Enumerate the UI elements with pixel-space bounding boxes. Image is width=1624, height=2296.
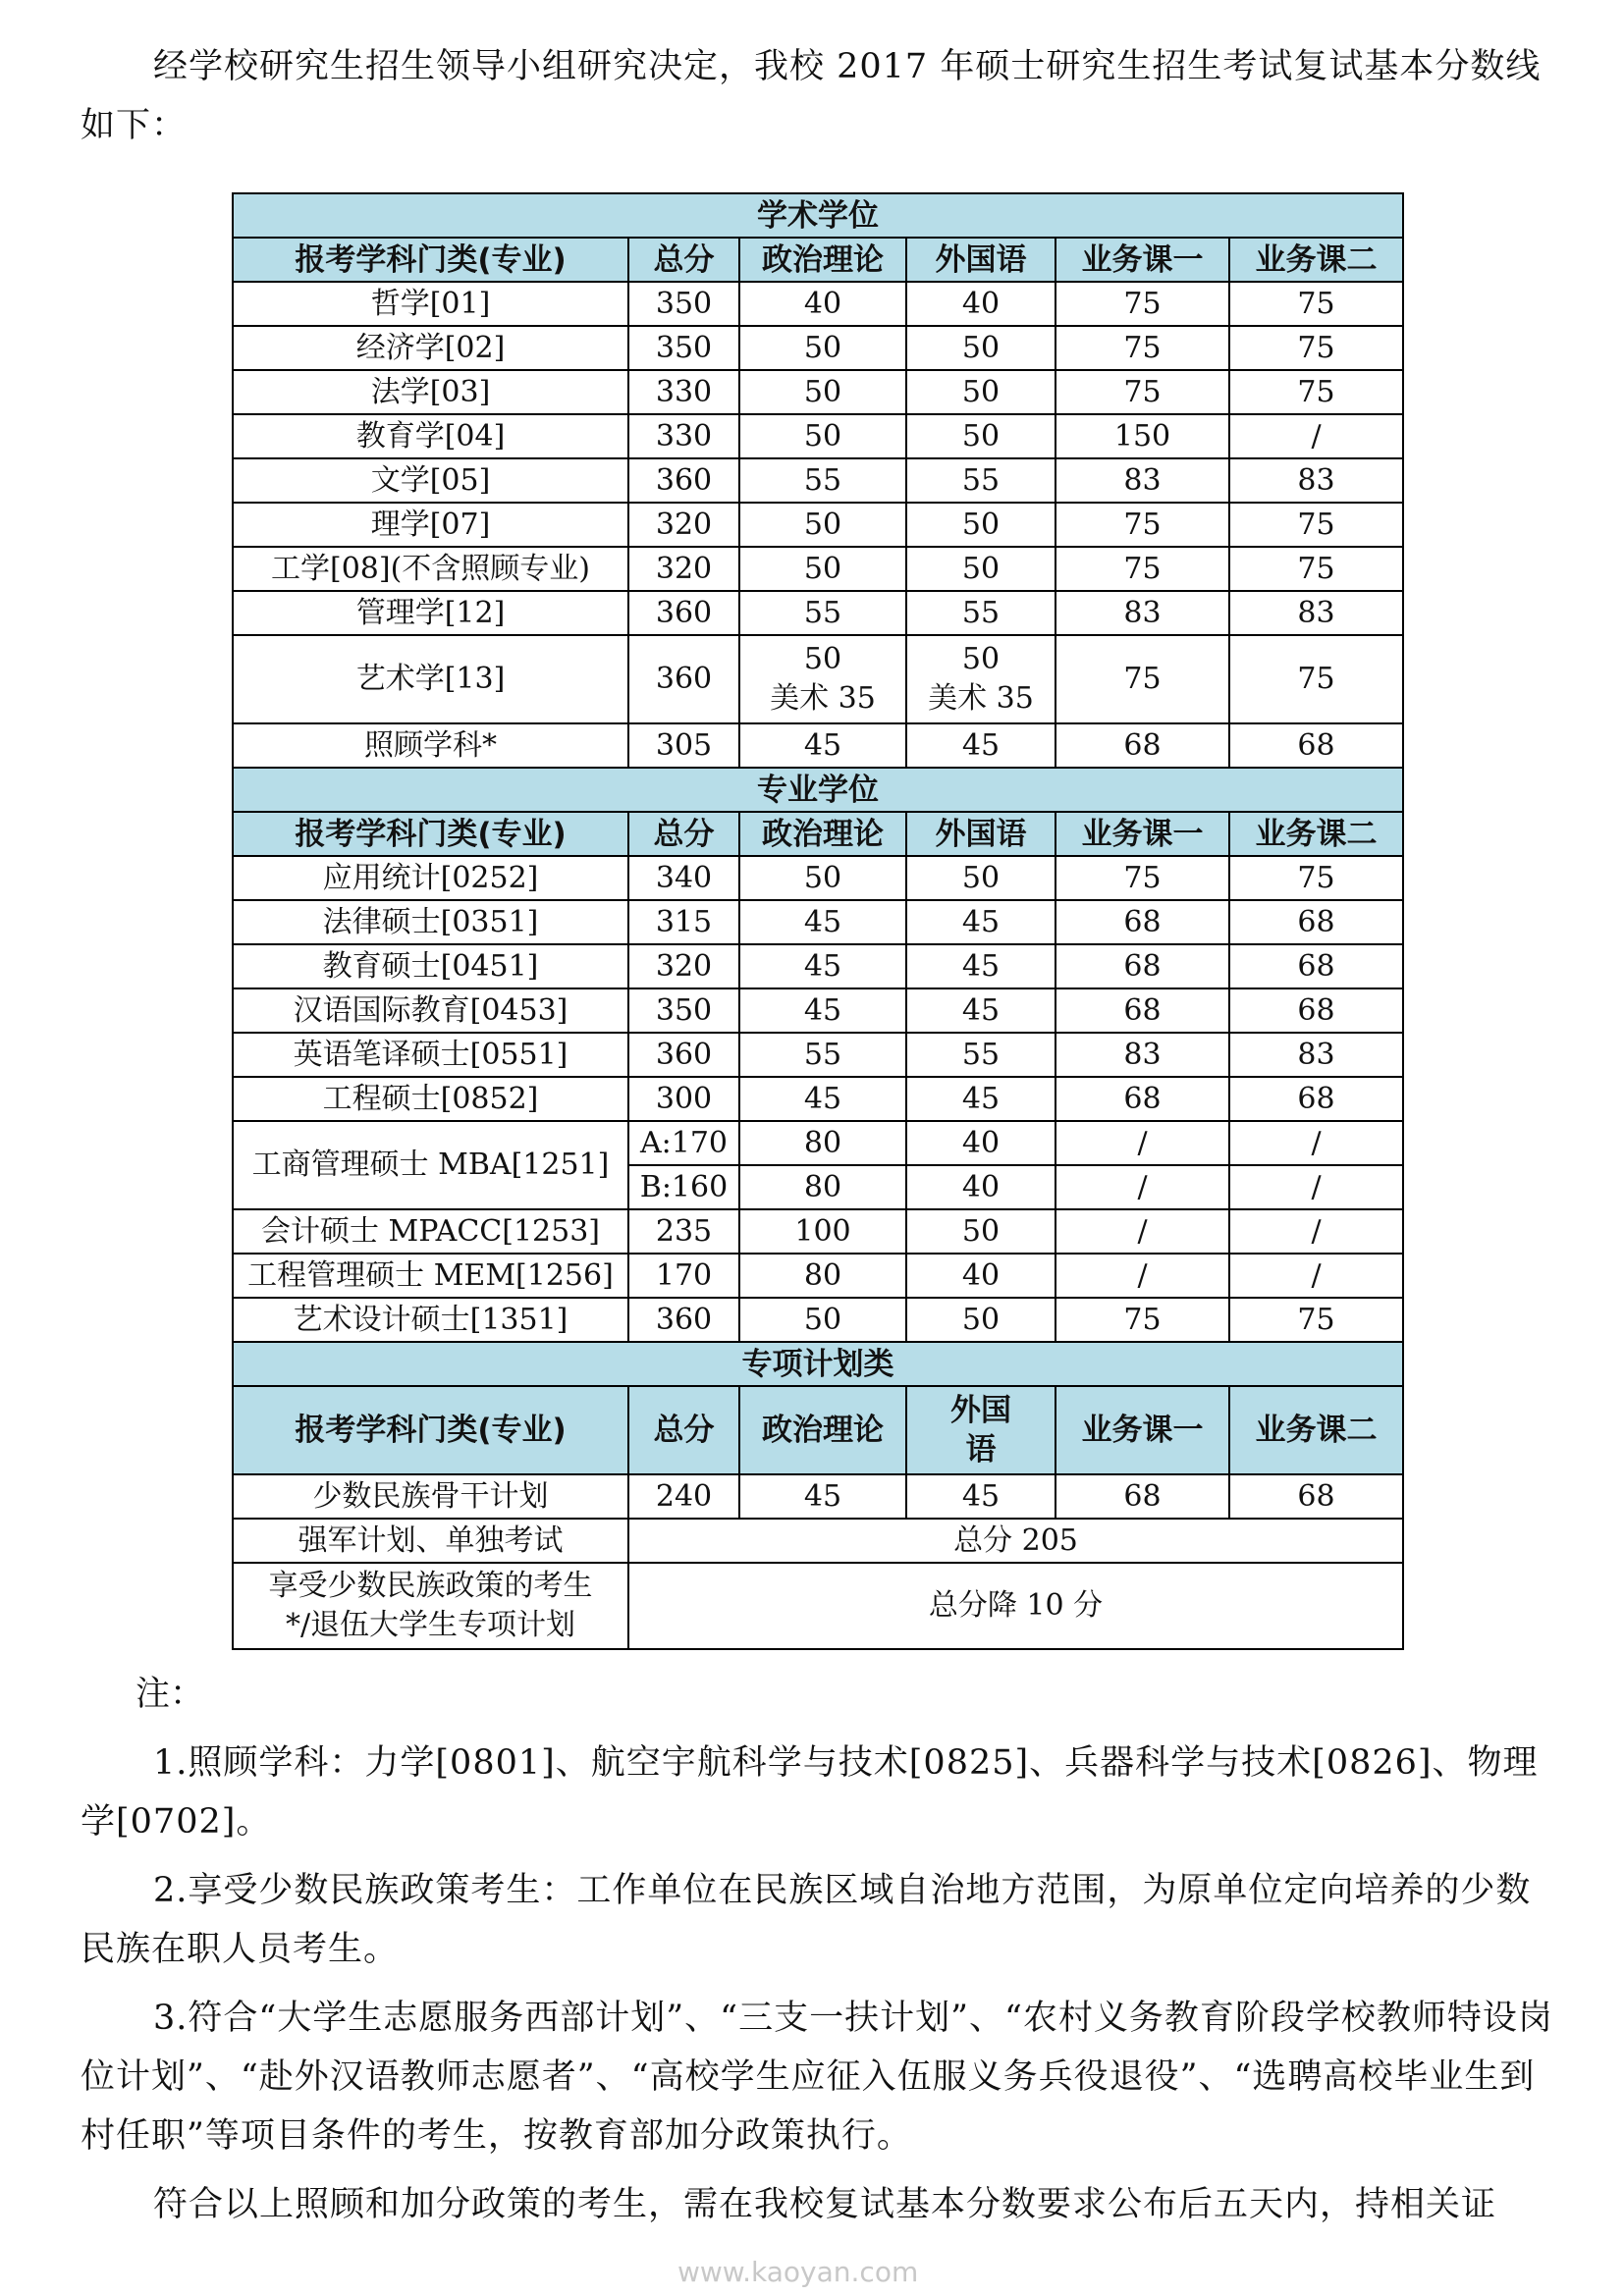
score-cell: /	[1229, 1165, 1403, 1209]
subject-cell: 教育硕士[0451]	[233, 944, 628, 988]
table-row	[233, 723, 1403, 768]
subject-cell: 工学[08](不含照顾专业)	[233, 547, 628, 591]
score-cell: A:170	[628, 1121, 739, 1165]
subject-cell: 少数民族骨干计划	[233, 1474, 628, 1519]
score-cell: 75	[1229, 370, 1403, 414]
professional-header-cell: 总分	[628, 812, 739, 856]
score-cell: 50	[906, 856, 1056, 900]
score-cell: 170	[628, 1254, 739, 1298]
special-header-cell: 政治理论	[739, 1386, 906, 1474]
score-cell: 68	[1229, 900, 1403, 944]
subject-cell: 艺术学[13]	[233, 635, 628, 723]
score-line: 50	[961, 642, 1001, 676]
score-line: 50	[803, 642, 842, 676]
score-cell: 75	[1229, 856, 1403, 900]
notes-block	[81, 1665, 1553, 2244]
table-row	[233, 1474, 1403, 1519]
section-title: 专业学位	[233, 768, 1403, 812]
score-cell: 360	[628, 591, 739, 635]
score-cell: 40	[906, 1254, 1056, 1298]
score-cell: 100	[739, 1209, 906, 1254]
subject-cell: 法学[03]	[233, 370, 628, 414]
subject-line: 享受少数民族政策的考生	[268, 1569, 593, 1603]
table-row	[233, 900, 1403, 944]
subject-cell: 英语笔译硕士[0551]	[233, 1033, 628, 1077]
score-cell: 360	[628, 458, 739, 503]
table-row	[233, 988, 1403, 1033]
subject-cell: 应用统计[0252]	[233, 856, 628, 900]
score-line: 美术 35	[928, 681, 1034, 716]
score-cell: 50	[739, 370, 906, 414]
header-row	[233, 812, 1403, 856]
score-cell: 68	[1229, 723, 1403, 768]
score-cell: /	[1229, 1254, 1403, 1298]
subject-cell: 汉语国际教育[0453]	[233, 988, 628, 1033]
score-cell: 55	[739, 591, 906, 635]
score-cell: /	[1056, 1254, 1229, 1298]
note-item-3: 3.符合“大学生志愿服务西部计划”、“三支一扶计划”、“农村义务教育阶段学校教师特设岗位计划”、“赴外汉语教师志愿者”、“高校学生应征入伍服义务兵役退役”、“选聘高校毕业生到村任职”等项目条件的考生，按教育部加分政策执行。	[81, 1999, 1553, 2156]
score-cell: 50	[739, 503, 906, 547]
score-cell: 55	[906, 458, 1056, 503]
special-header-cell: 总分	[628, 1386, 739, 1474]
score-cell: 50	[906, 370, 1056, 414]
score-cell: 83	[1229, 1033, 1403, 1077]
score-cell: 45	[906, 900, 1056, 944]
note-item-2: 2.享受少数民族政策考生：工作单位在民族区域自治地方范围，为原单位定向培养的少数民族在职人员考生。	[81, 1871, 1532, 1969]
score-cell: 80	[739, 1165, 906, 1209]
score-cell: 150	[1056, 414, 1229, 458]
score-cell: 40	[906, 282, 1056, 326]
section-title: 学术学位	[233, 193, 1403, 238]
notes-label: 注：	[135, 1675, 205, 1714]
score-cell: 320	[628, 547, 739, 591]
table-row	[233, 326, 1403, 370]
score-cell: 83	[1056, 591, 1229, 635]
score-cell: 320	[628, 944, 739, 988]
score-cell: 68	[1056, 723, 1229, 768]
academic-header-cell: 业务课二	[1229, 238, 1403, 282]
subject-cell: 管理学[12]	[233, 591, 628, 635]
subject-cell	[233, 1563, 628, 1649]
score-cell: 45	[906, 723, 1056, 768]
professional-header-cell: 业务课二	[1229, 812, 1403, 856]
score-cell: 45	[739, 988, 906, 1033]
score-cell: 75	[1056, 282, 1229, 326]
subject-cell: 工商管理硕士 MBA[1251]	[233, 1121, 628, 1209]
subject-cell: 工程硕士[0852]	[233, 1077, 628, 1121]
table-row	[233, 370, 1403, 414]
score-cell: 83	[1056, 1033, 1229, 1077]
score-cell: 350	[628, 326, 739, 370]
table-row	[233, 547, 1403, 591]
score-cell: 75	[1056, 326, 1229, 370]
score-cell: 340	[628, 856, 739, 900]
academic-header-cell: 报考学科门类(专业)	[233, 238, 628, 282]
score-cell: 83	[1229, 591, 1403, 635]
intro-block	[81, 37, 1553, 155]
score-line: 美术 35	[770, 681, 876, 716]
academic-header-cell: 外国语	[906, 238, 1056, 282]
subject-cell: 教育学[04]	[233, 414, 628, 458]
section-academic	[233, 193, 1403, 238]
score-cell: 40	[739, 282, 906, 326]
intro-paragraph: 经学校研究生招生领导小组研究决定，我校 2017 年硕士研究生招生考试复试基本分数线如下：	[81, 47, 1542, 145]
score-cell: 68	[1229, 1077, 1403, 1121]
score-cell: 75	[1229, 503, 1403, 547]
score-cell: 75	[1229, 282, 1403, 326]
special-header-cell: 报考学科门类(专业)	[233, 1386, 628, 1474]
score-cell: 75	[1229, 547, 1403, 591]
section-title: 专项计划类	[233, 1342, 1403, 1386]
score-cell: 75	[1056, 635, 1229, 723]
score-cell: 360	[628, 1033, 739, 1077]
score-cell: 360	[628, 1298, 739, 1342]
subject-cell: 文学[05]	[233, 458, 628, 503]
table-row	[233, 1254, 1403, 1298]
score-table	[232, 192, 1404, 1650]
score-cell: 75	[1056, 856, 1229, 900]
table-row	[233, 1298, 1403, 1342]
score-cell: 55	[906, 591, 1056, 635]
score-cell: 75	[1056, 547, 1229, 591]
table-row	[233, 414, 1403, 458]
score-cell: 45	[906, 988, 1056, 1033]
table-row	[233, 458, 1403, 503]
table-row	[233, 1563, 1403, 1649]
score-cell: 55	[739, 1033, 906, 1077]
section-special	[233, 1342, 1403, 1386]
score-cell: 45	[739, 1474, 906, 1519]
score-cell: 68	[1229, 988, 1403, 1033]
score-cell: 235	[628, 1209, 739, 1254]
score-cell: 45	[739, 900, 906, 944]
subject-cell: 理学[07]	[233, 503, 628, 547]
section-professional	[233, 768, 1403, 812]
score-cell: 68	[1056, 1077, 1229, 1121]
score-cell: 350	[628, 282, 739, 326]
score-cell: 55	[739, 458, 906, 503]
score-cell: 83	[1229, 458, 1403, 503]
score-cell: 55	[906, 1033, 1056, 1077]
note-item-1: 1.照顾学科：力学[0801]、航空宇航科学与技术[0825]、兵器科学与技术[0826]、物理学[0702]。	[81, 1743, 1539, 1842]
score-cell: 68	[1056, 900, 1229, 944]
header-row	[233, 1386, 1403, 1474]
score-cell: 50	[739, 856, 906, 900]
table-row	[233, 591, 1403, 635]
score-cell: 75	[1056, 1298, 1229, 1342]
subject-cell: 工程管理硕士 MEM[1256]	[233, 1254, 628, 1298]
table-row	[233, 1033, 1403, 1077]
score-cell: 40	[906, 1165, 1056, 1209]
score-cell: 350	[628, 988, 739, 1033]
score-cell	[739, 635, 906, 723]
score-cell: 330	[628, 414, 739, 458]
score-cell: /	[1056, 1121, 1229, 1165]
subject-cell: 强军计划、单独考试	[233, 1519, 628, 1563]
score-cell: 75	[1229, 635, 1403, 723]
score-cell: /	[1229, 414, 1403, 458]
score-cell: 50	[906, 1298, 1056, 1342]
table-row	[233, 1519, 1403, 1563]
score-cell: 68	[1056, 988, 1229, 1033]
score-cell: 68	[1056, 944, 1229, 988]
subject-cell: 会计硕士 MPACC[1253]	[233, 1209, 628, 1254]
score-cell: 总分 205	[628, 1519, 1403, 1563]
score-cell: 300	[628, 1077, 739, 1121]
score-cell	[906, 635, 1056, 723]
score-cell: 75	[1229, 326, 1403, 370]
table-row	[233, 1209, 1403, 1254]
table-row	[233, 635, 1403, 723]
table-row	[233, 944, 1403, 988]
score-cell: 330	[628, 370, 739, 414]
score-cell: 320	[628, 503, 739, 547]
score-cell: 50	[739, 326, 906, 370]
special-header-cell	[906, 1386, 1056, 1474]
table-row	[233, 503, 1403, 547]
watermark-text: www.kaoyan.com	[677, 2256, 919, 2288]
score-cell: 50	[906, 503, 1056, 547]
score-cell: 360	[628, 635, 739, 723]
score-cell: 45	[906, 1077, 1056, 1121]
subject-cell: 经济学[02]	[233, 326, 628, 370]
score-cell: 75	[1229, 1298, 1403, 1342]
score-cell: 305	[628, 723, 739, 768]
score-cell: 50	[906, 414, 1056, 458]
subject-cell: 法律硕士[0351]	[233, 900, 628, 944]
subject-cell: 照顾学科*	[233, 723, 628, 768]
table-row	[233, 1121, 1403, 1165]
score-cell: B:160	[628, 1165, 739, 1209]
score-cell: 68	[1229, 944, 1403, 988]
table-row	[233, 856, 1403, 900]
score-cell: /	[1056, 1165, 1229, 1209]
table-row	[233, 1077, 1403, 1121]
score-cell: 50	[739, 1298, 906, 1342]
header-line: 外国	[950, 1393, 1011, 1428]
score-cell: 315	[628, 900, 739, 944]
score-cell: 50	[739, 547, 906, 591]
score-cell: /	[1229, 1121, 1403, 1165]
score-cell: 45	[906, 1474, 1056, 1519]
subject-cell: 艺术设计硕士[1351]	[233, 1298, 628, 1342]
header-row	[233, 238, 1403, 282]
note-item-4: 符合以上照顾和加分政策的考生，需在我校复试基本分数要求公布后五天内，持相关证	[153, 2185, 1497, 2224]
professional-header-cell: 政治理论	[739, 812, 906, 856]
table-row	[233, 282, 1403, 326]
score-cell: 83	[1056, 458, 1229, 503]
special-header-cell: 业务课一	[1056, 1386, 1229, 1474]
subject-cell: 哲学[01]	[233, 282, 628, 326]
score-cell: 40	[906, 1121, 1056, 1165]
score-cell: 45	[906, 944, 1056, 988]
score-cell: 68	[1056, 1474, 1229, 1519]
professional-header-cell: 外国语	[906, 812, 1056, 856]
score-cell: 75	[1056, 503, 1229, 547]
score-cell: 50	[906, 326, 1056, 370]
score-cell: 80	[739, 1121, 906, 1165]
score-cell: 45	[739, 944, 906, 988]
score-cell: 50	[906, 1209, 1056, 1254]
score-cell: 50	[739, 414, 906, 458]
professional-header-cell: 报考学科门类(专业)	[233, 812, 628, 856]
subject-line: */退伍大学生专项计划	[285, 1608, 576, 1642]
score-cell: 45	[739, 1077, 906, 1121]
score-cell: 68	[1229, 1474, 1403, 1519]
score-cell: 45	[739, 723, 906, 768]
academic-header-cell: 政治理论	[739, 238, 906, 282]
score-cell: 75	[1056, 370, 1229, 414]
score-cell: /	[1229, 1209, 1403, 1254]
score-cell: 总分降 10 分	[628, 1563, 1403, 1649]
score-cell: 50	[906, 547, 1056, 591]
special-header-cell: 业务课二	[1229, 1386, 1403, 1474]
header-line: 语	[965, 1432, 997, 1468]
professional-header-cell: 业务课一	[1056, 812, 1229, 856]
academic-header-cell: 总分	[628, 238, 739, 282]
score-cell: /	[1056, 1209, 1229, 1254]
score-cell: 80	[739, 1254, 906, 1298]
score-cell: 240	[628, 1474, 739, 1519]
academic-header-cell: 业务课一	[1056, 238, 1229, 282]
